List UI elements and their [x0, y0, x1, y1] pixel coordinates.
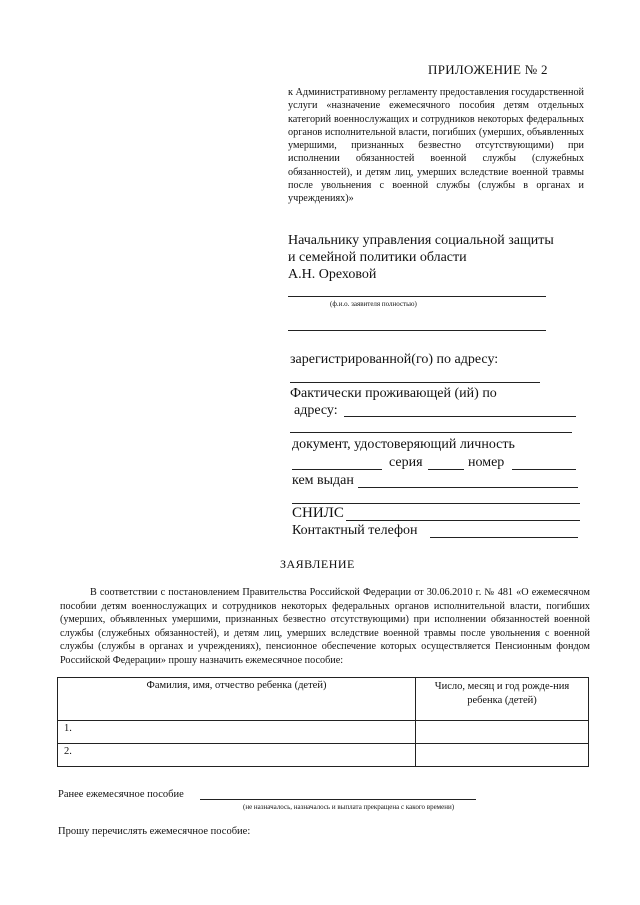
issued-by-line-2[interactable] — [292, 503, 580, 504]
table-cell-child-2[interactable]: 2. — [58, 744, 416, 767]
registered-address-label: зарегистрированной(го) по адресу: — [290, 352, 499, 367]
statement-title: ЗАЯВЛЕНИЕ — [280, 557, 355, 571]
identity-document-label: документ, удостоверяющий личность — [292, 437, 515, 452]
table-header-name: Фамилия, имя, отчество ребенка (детей) — [58, 678, 416, 721]
series-line[interactable] — [428, 469, 464, 470]
table-row — [58, 744, 589, 767]
actual-address-line-2[interactable] — [290, 432, 572, 433]
fio-caption: (ф.и.о. заявителя полностью) — [330, 300, 417, 308]
snils-label: СНИЛС — [292, 505, 344, 521]
regulation-reference: к Административному регламенту предоставления государственной услуги «назначение ежемесячного пособия детям отдельных категорий военнослужащих и сотрудников некоторых федеральных органов исполнительной власти, погибших (умерших, объявленных умершими, признанных безвестно отсутствующими) при исполнении обязанностей военной службы (служебных обязанностей), и детям лиц, умерших вследствие военной травмы после увольнения с военной службы (службы в органах и учреждениях)» — [288, 87, 584, 205]
actual-address-line-1[interactable] — [344, 416, 576, 417]
appendix-label: ПРИЛОЖЕНИЕ № 2 — [428, 62, 548, 77]
number-label: номер — [468, 455, 505, 470]
table-cell-child-1[interactable]: 1. — [58, 721, 416, 744]
actual-address-label-1: Фактически проживающей (ий) по — [290, 386, 497, 401]
table-header-birthdate: Число, месяц и год рожде-ния ребенка (детей) — [416, 678, 589, 721]
registered-address-line[interactable] — [290, 382, 540, 383]
table-row — [58, 721, 589, 744]
table-cell-birthdate-2[interactable] — [416, 744, 589, 767]
transfer-label: Прошу перечислять ежемесячное пособие: — [58, 826, 251, 837]
statement-body: В соответствии с постановлением Правительства Российской Федерации от 30.06.2010 г. № 481 «О ежемесячном пособии детям военнослужащих и сотрудников некоторых федеральных органов исполнительной власти, погибших (умерших, объявленных умершими, признанных безвестно отсутствующими) при исполнении обязанностей военной службы (служебных обязанностей), и детям лиц, умерших вследствие военной травмы после увольнения с военной службы (службы в органах и учреждениях), пенсионное обеспечение которых осуществляется Пенсионным фондом Российской Федерации» прошу назначить ежемесячное пособие: — [60, 587, 590, 666]
document-type-line[interactable] — [292, 469, 382, 470]
earlier-benefit-label: Ранее ежемесячное пособие — [58, 789, 184, 800]
phone-line[interactable] — [430, 537, 578, 538]
fio-line[interactable] — [288, 296, 546, 297]
addressee-line-1: Начальнику управления социальной защиты — [288, 233, 554, 248]
issued-by-label: кем выдан — [292, 473, 354, 488]
actual-address-label-2: адресу: — [294, 403, 338, 418]
table-header-row — [58, 678, 589, 721]
addressee-name: А.Н. Ореховой — [288, 267, 377, 282]
addressee-line-2: и семейной политики области — [288, 250, 467, 265]
children-table — [57, 677, 589, 767]
table-cell-birthdate-1[interactable] — [416, 721, 589, 744]
snils-line[interactable] — [346, 520, 580, 521]
earlier-benefit-line[interactable] — [200, 799, 476, 800]
series-label: серия — [389, 455, 423, 470]
phone-label: Контактный телефон — [292, 523, 418, 538]
fio-line-2[interactable] — [288, 330, 546, 331]
number-line[interactable] — [512, 469, 576, 470]
issued-by-line[interactable] — [358, 487, 578, 488]
earlier-benefit-caption: (не назначалось, назначалось и выплата прекращена с какого времени) — [243, 803, 455, 811]
